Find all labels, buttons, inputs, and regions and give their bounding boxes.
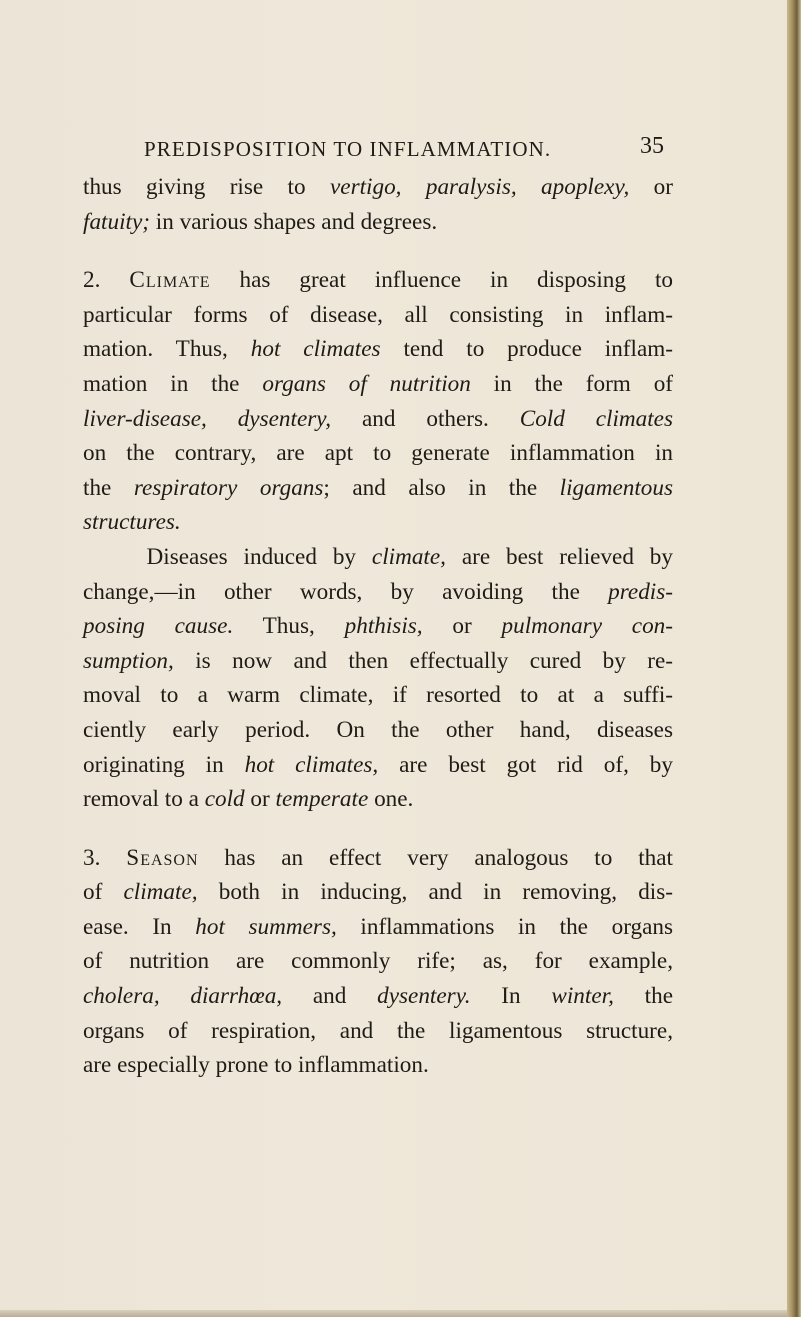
text-span: ; and also in the xyxy=(323,474,560,501)
book-binding-edge xyxy=(787,0,801,1317)
text-line xyxy=(83,875,673,910)
text-span: ciently early period. On the other hand, diseases xyxy=(83,716,673,743)
text-span: 3. xyxy=(83,844,127,871)
text-line xyxy=(83,575,673,610)
text-line xyxy=(83,170,673,205)
text-span: In xyxy=(470,983,552,1010)
italic-text: dysentery. xyxy=(377,983,471,1010)
text-span: removal to a xyxy=(83,786,205,813)
page-bottom-edge xyxy=(0,1310,787,1317)
text-span: ease. In xyxy=(83,913,196,940)
italic-text: winter, xyxy=(551,983,614,1010)
italic-text: temperate xyxy=(275,786,369,813)
text-line xyxy=(83,436,673,471)
text-span: mation in the xyxy=(83,370,263,397)
text-span: are best got rid of, by xyxy=(378,751,673,778)
italic-text: Cold climates xyxy=(519,405,674,432)
italic-text: ligamentous xyxy=(559,474,674,501)
text-span: inflammations in the organs xyxy=(336,913,674,940)
text-span: of nutrition are commonly rife; as, for example, xyxy=(83,948,673,975)
section-keyword: Season xyxy=(126,844,199,871)
text-line xyxy=(83,979,673,1014)
text-span: 2. xyxy=(83,267,130,294)
text-line xyxy=(83,1048,673,1083)
text-line xyxy=(83,540,673,575)
section-keyword: Climate xyxy=(129,267,211,294)
italic-text: sumption, xyxy=(83,647,174,674)
text-line xyxy=(83,644,673,679)
text-span: has great influence in disposing to xyxy=(210,267,673,294)
italic-text: hot climates xyxy=(250,336,381,363)
text-span: has an effect very analogous to that xyxy=(198,844,673,871)
italic-text: posing cause. xyxy=(83,613,234,640)
text-span: or xyxy=(629,174,673,200)
text-line xyxy=(83,298,673,333)
text-line xyxy=(83,1014,673,1049)
italic-text: cold xyxy=(204,786,245,813)
text-span: the xyxy=(83,474,134,501)
italic-text: climate, xyxy=(371,543,446,570)
paragraph-gap xyxy=(83,239,673,263)
body-text xyxy=(83,170,673,1083)
text-line xyxy=(83,332,673,367)
text-span: organs of respiration, and the ligamentous structure, xyxy=(83,1017,673,1044)
text-span: originating in xyxy=(83,751,245,778)
italic-text: structures. xyxy=(83,509,181,536)
italic-text: predis- xyxy=(608,578,673,605)
text-line xyxy=(83,678,673,713)
text-span: are best relieved by xyxy=(445,543,673,570)
text-span: thus giving rise to xyxy=(83,174,330,200)
text-line xyxy=(83,713,673,748)
text-span: Thus, xyxy=(233,613,345,640)
italic-text: vertigo, paralysis, apoplexy, xyxy=(329,174,630,200)
italic-text: liver-disease, dysentery, xyxy=(83,405,332,432)
text-span: the xyxy=(613,983,673,1010)
text-line xyxy=(83,910,673,945)
text-line xyxy=(83,609,673,644)
text-span: one. xyxy=(368,786,414,813)
text-span: change,—in other words, by avoiding the xyxy=(83,578,609,605)
text-line xyxy=(83,748,673,783)
text-line xyxy=(83,471,673,506)
text-line xyxy=(83,263,673,298)
text-span: tend to produce inflam- xyxy=(380,336,674,363)
text-span: particular forms of disease, all consisting in inflam- xyxy=(83,301,673,328)
page-number: 35 xyxy=(640,133,664,159)
text-line xyxy=(83,205,673,240)
text-line xyxy=(83,505,673,540)
text-span: Diseases induced by xyxy=(83,543,372,570)
italic-text: hot summers, xyxy=(195,913,337,940)
text-span: in the form of xyxy=(470,370,674,397)
running-title: PREDISPOSITION TO INFLAMMATION. xyxy=(144,137,552,161)
italic-text: climate, xyxy=(123,879,198,906)
text-span: both in inducing, and in removing, dis- xyxy=(197,879,673,906)
text-span: in various shapes and degrees. xyxy=(149,208,438,235)
italic-text: phthisis, xyxy=(344,613,423,640)
text-line xyxy=(83,944,673,979)
text-span: is now and then effectually cured by re- xyxy=(173,647,673,674)
running-head xyxy=(144,133,664,167)
text-span: of xyxy=(83,879,124,906)
text-span: or xyxy=(244,786,276,813)
text-span: mation. Thus, xyxy=(83,336,251,363)
text-span: on the contrary, are apt to generate inflammation in xyxy=(83,440,673,467)
italic-text: hot climates, xyxy=(244,751,379,778)
text-span: and xyxy=(282,983,378,1010)
text-span: moval to a warm climate, if resorted to at a suffi- xyxy=(83,682,673,709)
italic-text: organs of nutrition xyxy=(262,370,471,397)
text-line xyxy=(83,402,673,437)
text-span: and others. xyxy=(331,405,520,432)
text-span: are especially prone to inflammation. xyxy=(83,1052,429,1079)
text-span: or xyxy=(422,613,502,640)
text-line xyxy=(83,841,673,876)
italic-text: pulmonary con- xyxy=(501,613,673,640)
paragraph-gap xyxy=(83,817,673,841)
italic-text: respiratory organs xyxy=(133,474,324,501)
italic-text: cholera, diarrhœa, xyxy=(83,983,283,1010)
italic-text: fatuity; xyxy=(83,208,150,235)
text-line xyxy=(83,782,673,817)
text-line xyxy=(83,367,673,402)
